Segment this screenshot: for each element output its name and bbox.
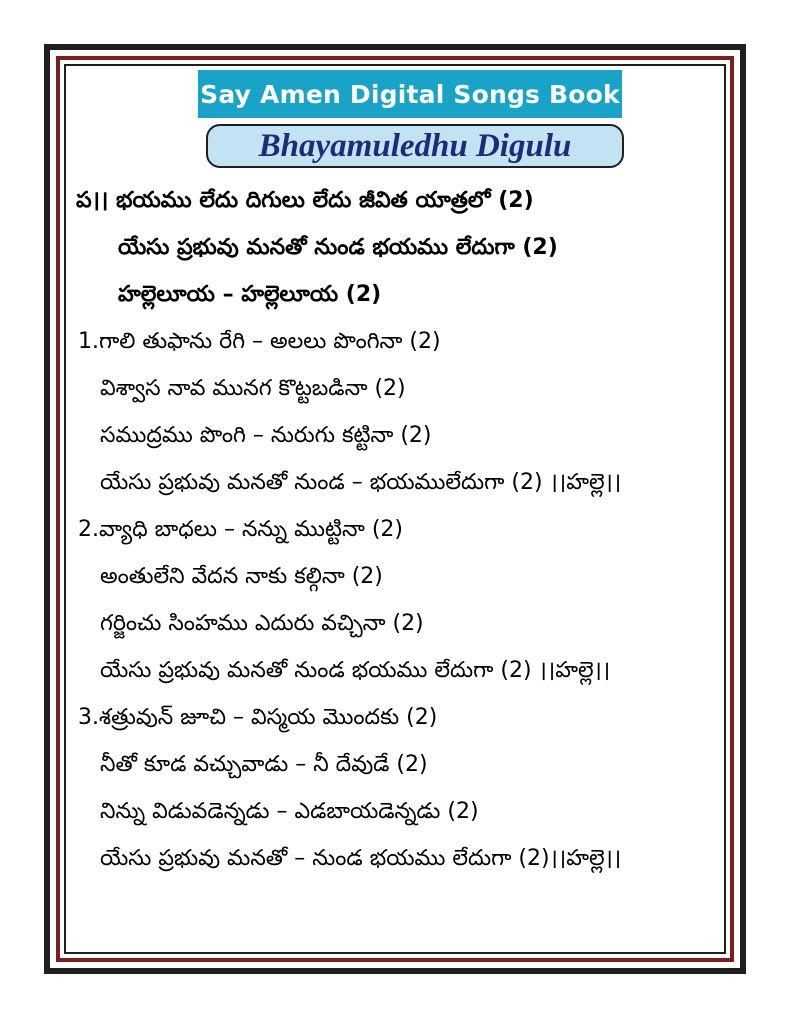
book-banner: Say Amen Digital Songs Book xyxy=(198,70,622,118)
verse-line: నిన్ను విడువడెన్నడు – ఎడబాయడెన్నడు (2) xyxy=(100,799,479,824)
verse-line: విశ్వాస నావ మునగ కొట్టబడినా (2) xyxy=(100,376,406,401)
lyrics xyxy=(76,190,716,895)
verse-line: 1.గాలి తుఫాను రేగి – అలలు పొంగినా (2) xyxy=(78,329,441,354)
verse-line: యేసు ప్రభువు మనతో నుండ భయము లేదుగా (2) ।।హల్లె।। xyxy=(100,658,611,683)
verse-line: 3.శత్రువున్ జూచి – విస్మయ మొందకు (2) xyxy=(78,705,438,730)
verse-line: అంతులేని వేదన నాకు కల్గినా (2) xyxy=(100,564,383,589)
verse-line: నీతో కూడ వచ్చువాడు – నీ దేవుడే (2) xyxy=(100,752,428,777)
verse-3 xyxy=(76,707,716,895)
verse-line: యేసు ప్రభువు మనతో నుండ – భయములేదుగా (2) ।।హల్లె।। xyxy=(100,470,622,495)
verse-line: యేసు ప్రభువు మనతో – నుండ భయము లేదుగా (2)।।హల్లె।। xyxy=(100,846,622,871)
chorus-line: యేసు ప్రభువు మనతో నుండ భయము లేదుగా (2) xyxy=(118,235,558,260)
verse-line: సముద్రము పొంగి – నురుగు కట్టినా (2) xyxy=(100,423,432,448)
song-title: Bhayamuledhu Digulu xyxy=(206,124,624,168)
chorus-line: హల్లెలూయ – హల్లెలూయ (2) xyxy=(118,282,382,307)
chorus xyxy=(76,190,716,331)
verse-1 xyxy=(76,331,716,519)
chorus-line: ప।। భయము లేదు దిగులు లేదు జీవిత యాత్రలో (2) xyxy=(76,188,534,213)
verse-2 xyxy=(76,519,716,707)
verse-line: గర్జించు సింహము ఎదురు వచ్చినా (2) xyxy=(100,611,424,636)
verse-line: 2.వ్యాధి బాధలు – నన్ను ముట్టినా (2) xyxy=(78,517,403,542)
